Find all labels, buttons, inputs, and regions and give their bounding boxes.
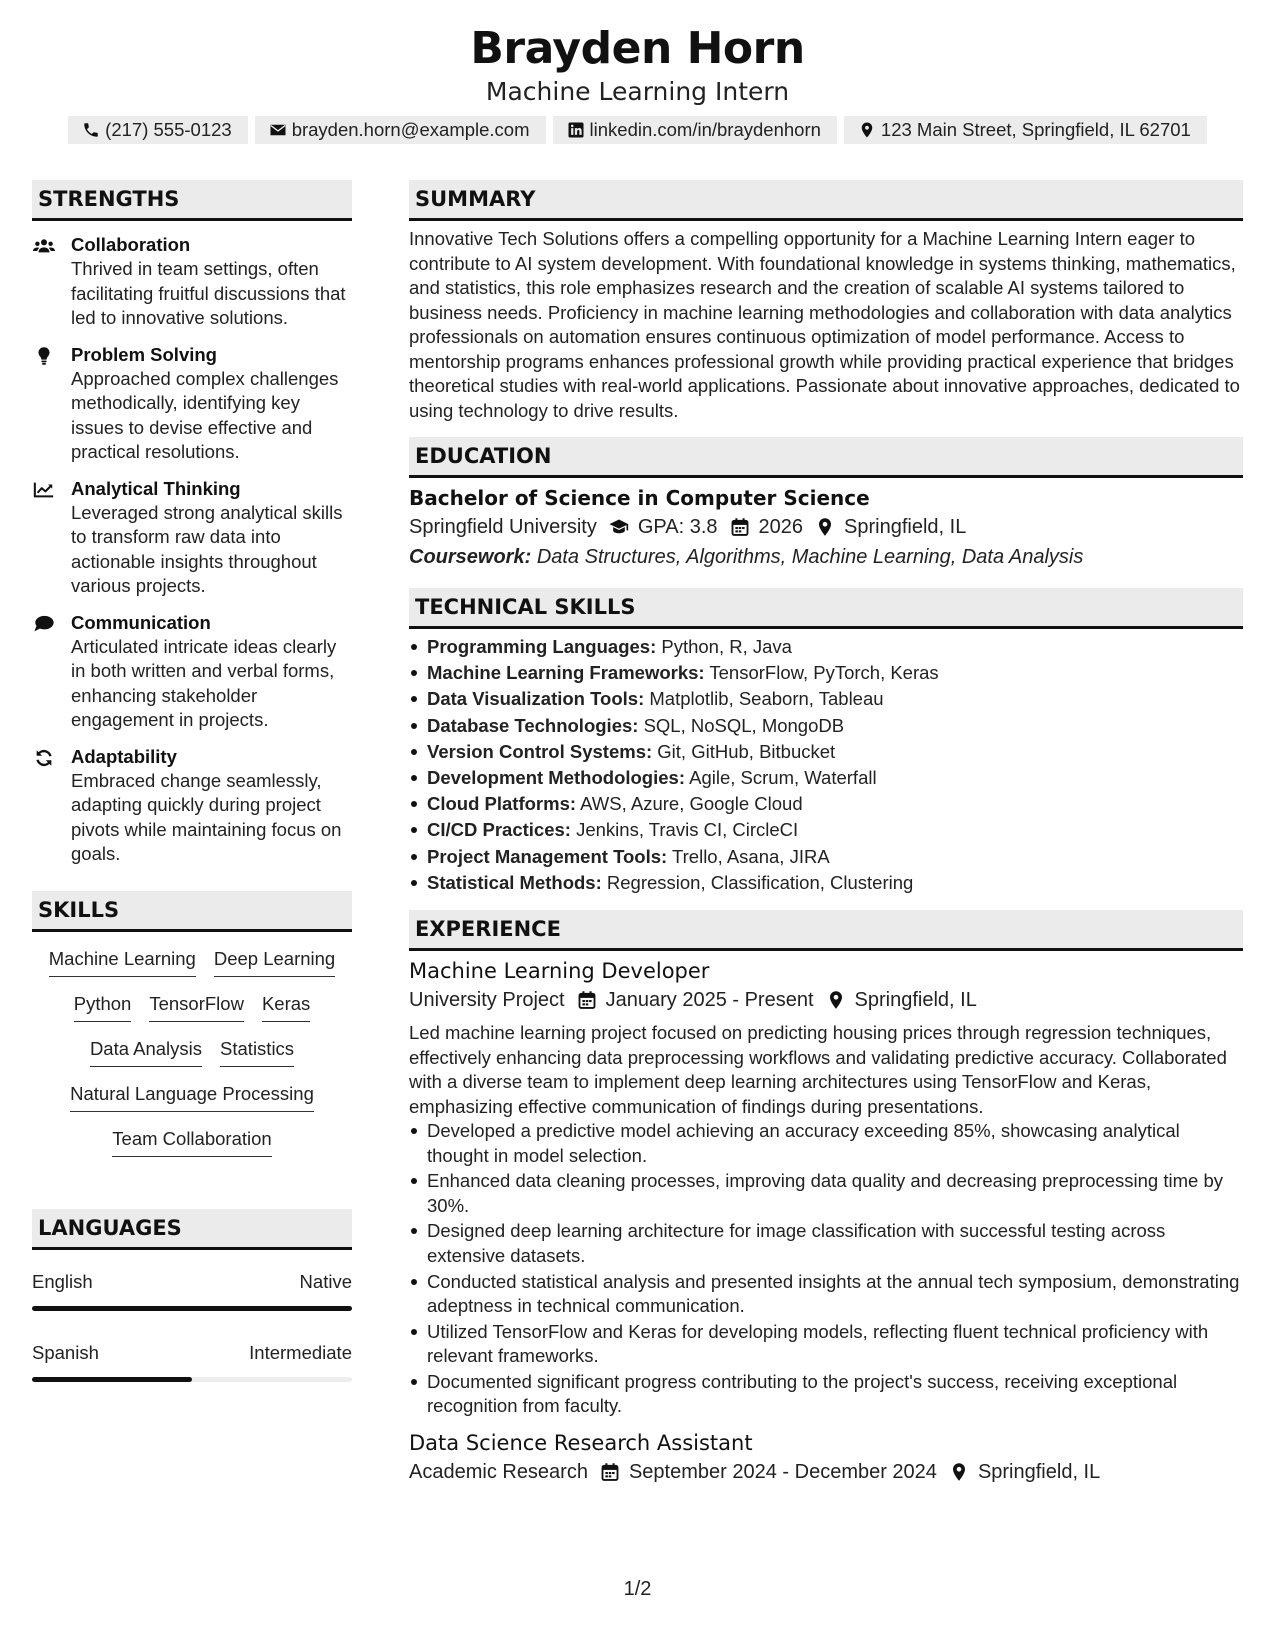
coursework-line	[409, 542, 1243, 572]
job-title: Data Science Research Assistant	[409, 1430, 753, 1455]
candidate-name: Brayden Horn	[470, 23, 805, 74]
skill-tag: Machine Learning	[49, 946, 196, 977]
job-dates: January 2025 - Present	[605, 989, 814, 1012]
job-bullets	[409, 1119, 1243, 1419]
skill-category: Database Technologies:	[427, 714, 639, 736]
phone-icon	[82, 121, 100, 139]
contact-linkedin[interactable]	[553, 116, 837, 144]
coursework-list: Data Structures, Algorithms, Machine Learning, Data Analysis	[536, 546, 1084, 568]
skill-category: Cloud Platforms:	[427, 793, 577, 815]
email-text: brayden.horn@example.com	[291, 119, 530, 140]
job-location: Springfield, IL	[977, 1460, 1101, 1483]
contact-email[interactable]	[255, 116, 546, 144]
strength-desc: Leveraged strong analytical skills to transform raw data into actionable insights throughout various projects.	[71, 501, 343, 596]
list-item	[409, 713, 1243, 739]
skill-values: AWS, Azure, Google Cloud	[580, 793, 803, 815]
envelope-icon	[269, 121, 287, 139]
skill-tag: Keras	[262, 991, 310, 1022]
degree-title: Bachelor of Science in Computer Science	[409, 486, 870, 510]
skill-values: Git, GitHub, Bitbucket	[657, 740, 836, 762]
skill-tag: Python	[74, 991, 132, 1022]
strength-item	[32, 233, 352, 331]
summary-text: Innovative Tech Solutions offers a compelling opportunity for a Machine Learning Intern eager to contribute to AI system development. With foundational knowledge in systems thinking, mathematics, and statistics, this role emphasizes research and the creation of scalable AI systems tailored to business needs. Proficiency in machine learning methodologies and collaboration with data analytics professionals on automation ensures continuous optimization of model performance. Access to mentorship programs enhances professional growth while providing practical experience that bridges theoretical studies with real-world applications. Passionate about innovative approaches, dedicated to using technology to drive results.	[409, 228, 1240, 421]
candidate-role: Machine Learning Intern	[485, 77, 790, 106]
strength-item	[32, 745, 352, 867]
school-location: Springfield, IL	[844, 516, 967, 538]
list-item	[409, 844, 1243, 870]
list-item	[409, 739, 1243, 765]
summary-heading: SUMMARY	[409, 180, 1243, 221]
skill-tag: Statistics	[220, 1036, 294, 1067]
skill-category: CI/CD Practices:	[427, 819, 571, 841]
page-number: 1/2	[623, 1578, 652, 1600]
list-item	[409, 634, 1243, 660]
job-meta	[409, 1457, 1243, 1487]
strength-desc: Thrived in team settings, often facilitating fruitful discussions that led to innovative solutions.	[71, 258, 346, 328]
skills-heading: SKILLS	[32, 891, 352, 932]
map-pin-icon	[815, 517, 835, 537]
school-name: Springfield University	[409, 516, 597, 538]
skill-tag: Deep Learning	[214, 946, 335, 977]
job-location: Springfield, IL	[854, 989, 977, 1012]
strength-desc: Approached complex challenges methodically, identifying key issues to devise effective and practical resolutions.	[71, 367, 339, 462]
strength-item	[32, 343, 352, 465]
list-item	[409, 660, 1243, 686]
phone-text: (217) 555-0123	[105, 119, 232, 140]
language-item	[32, 1270, 352, 1311]
language-item	[32, 1341, 352, 1382]
experience-entry	[409, 957, 1243, 1419]
skill-category: Machine Learning Frameworks:	[427, 662, 705, 684]
address-text: 123 Main Street, Springfield, IL 62701	[880, 119, 1191, 140]
contact-address	[844, 116, 1207, 144]
skill-category: Data Visualization Tools:	[427, 688, 645, 710]
calendar-icon	[577, 990, 597, 1010]
list-item	[409, 870, 1243, 896]
proficiency-fill	[32, 1377, 192, 1382]
strength-item	[32, 611, 352, 733]
list-item: Enhanced data cleaning processes, improving data quality and decreasing preprocessing time by 30%.	[409, 1169, 1243, 1218]
strength-title: Communication	[71, 611, 211, 633]
linkedin-icon	[567, 121, 585, 139]
strength-item	[32, 477, 352, 599]
language-name: Spanish	[32, 1341, 99, 1363]
skill-values: Regression, Classification, Clustering	[606, 871, 914, 893]
strength-title: Problem Solving	[71, 343, 217, 365]
strength-title: Analytical Thinking	[71, 477, 241, 499]
list-item: Designed deep learning architecture for image classification with successful testing across extensive datasets.	[409, 1219, 1243, 1268]
technical-skills-list	[409, 634, 1243, 896]
languages-heading: LANGUAGES	[32, 1209, 352, 1250]
skill-category: Version Control Systems:	[427, 740, 653, 762]
list-item: Conducted statistical analysis and presented insights at the annual tech symposium, demonstrating adeptness in technical communication.	[409, 1270, 1243, 1319]
map-pin-icon	[949, 1462, 969, 1482]
job-org: Academic Research	[409, 1460, 588, 1483]
strength-title: Adaptability	[71, 745, 177, 767]
job-meta	[409, 985, 1243, 1015]
skill-category: Development Methodologies:	[427, 767, 685, 789]
job-title: Machine Learning Developer	[409, 959, 710, 984]
skill-values: Agile, Scrum, Waterfall	[689, 767, 877, 789]
skill-category: Programming Languages:	[427, 636, 657, 657]
refresh-icon	[33, 748, 55, 768]
speech-bubble-icon	[33, 614, 55, 634]
language-level: Native	[299, 1270, 352, 1292]
list-item	[409, 765, 1243, 791]
language-name: English	[32, 1270, 93, 1292]
skill-tag: Team Collaboration	[112, 1126, 271, 1157]
left-column	[32, 180, 352, 1382]
graduation-cap-icon	[609, 517, 629, 537]
skill-values: Trello, Asana, JIRA	[672, 845, 830, 867]
experience-heading: EXPERIENCE	[409, 910, 1243, 951]
skill-tags	[32, 946, 352, 1171]
calendar-icon	[600, 1462, 620, 1482]
skill-category: Statistical Methods:	[427, 871, 602, 893]
skill-tag: TensorFlow	[149, 991, 244, 1022]
education-heading: EDUCATION	[409, 437, 1243, 478]
right-column	[409, 180, 1243, 1487]
strengths-heading: STRENGTHS	[32, 180, 352, 221]
skill-values: Matplotlib, Seaborn, Tableau	[649, 688, 884, 710]
strength-desc: Embraced change seamlessly, adapting quickly during project pivots while maintaining focus on goals.	[71, 769, 342, 864]
skill-category: Project Management Tools:	[427, 845, 668, 867]
list-item	[409, 791, 1243, 817]
language-proficiency-bar	[32, 1377, 352, 1382]
education-entry	[409, 484, 1243, 572]
technical-skills-heading: TECHNICAL SKILLS	[409, 588, 1243, 629]
skill-values: SQL, NoSQL, MongoDB	[643, 714, 845, 736]
education-meta	[409, 512, 1243, 542]
list-item: Developed a predictive model achieving an accuracy exceeding 85%, showcasing analytical thought in model selection.	[409, 1119, 1243, 1168]
linkedin-text: linkedin.com/in/braydenhorn	[589, 119, 821, 140]
list-item: Utilized TensorFlow and Keras for developing models, reflecting fluent technical proficiency with relevant frameworks.	[409, 1320, 1243, 1369]
strength-desc: Articulated intricate ideas clearly in both written and verbal forms, enhancing stakeholder engagement in projects.	[71, 635, 337, 730]
list-item	[409, 686, 1243, 712]
skill-tag: Data Analysis	[90, 1036, 202, 1067]
skill-tag: Natural Language Processing	[70, 1081, 314, 1112]
job-dates: September 2024 - December 2024	[628, 1460, 937, 1483]
skill-values: Jenkins, Travis CI, CircleCI	[576, 819, 799, 841]
lightbulb-icon	[33, 346, 55, 366]
map-pin-icon	[858, 121, 876, 139]
list-item	[409, 817, 1243, 843]
job-summary: Led machine learning project focused on predicting housing prices through regression techniques, effectively enhancing data preprocessing workflows and validating predictive accuracy. Collaborated with a diverse team to implement deep learning architectures using TensorFlow and Keras, emphasizing effective communication of findings during presentations.	[409, 1022, 1227, 1117]
line-chart-icon	[33, 480, 55, 500]
contact-bar	[0, 116, 1275, 144]
skill-values: Python, R, Java	[661, 636, 792, 657]
resume-header	[0, 0, 1275, 144]
map-pin-icon	[826, 990, 846, 1010]
grad-year: 2026	[758, 516, 804, 538]
experience-entry	[409, 1429, 1243, 1487]
job-org: University Project	[409, 989, 565, 1012]
contact-phone[interactable]	[68, 116, 248, 144]
coursework-label: Coursework:	[409, 546, 532, 568]
list-item: Documented significant progress contributing to the project's success, receiving exceptional recognition from faculty.	[409, 1370, 1243, 1419]
gpa-text: GPA: 3.8	[637, 516, 718, 538]
proficiency-fill	[32, 1306, 352, 1311]
language-level: Intermediate	[249, 1341, 352, 1363]
strength-title: Collaboration	[71, 234, 191, 255]
language-proficiency-bar	[32, 1306, 352, 1311]
skill-values: TensorFlow, PyTorch, Keras	[709, 662, 939, 684]
users-icon	[33, 236, 55, 256]
calendar-icon	[730, 517, 750, 537]
